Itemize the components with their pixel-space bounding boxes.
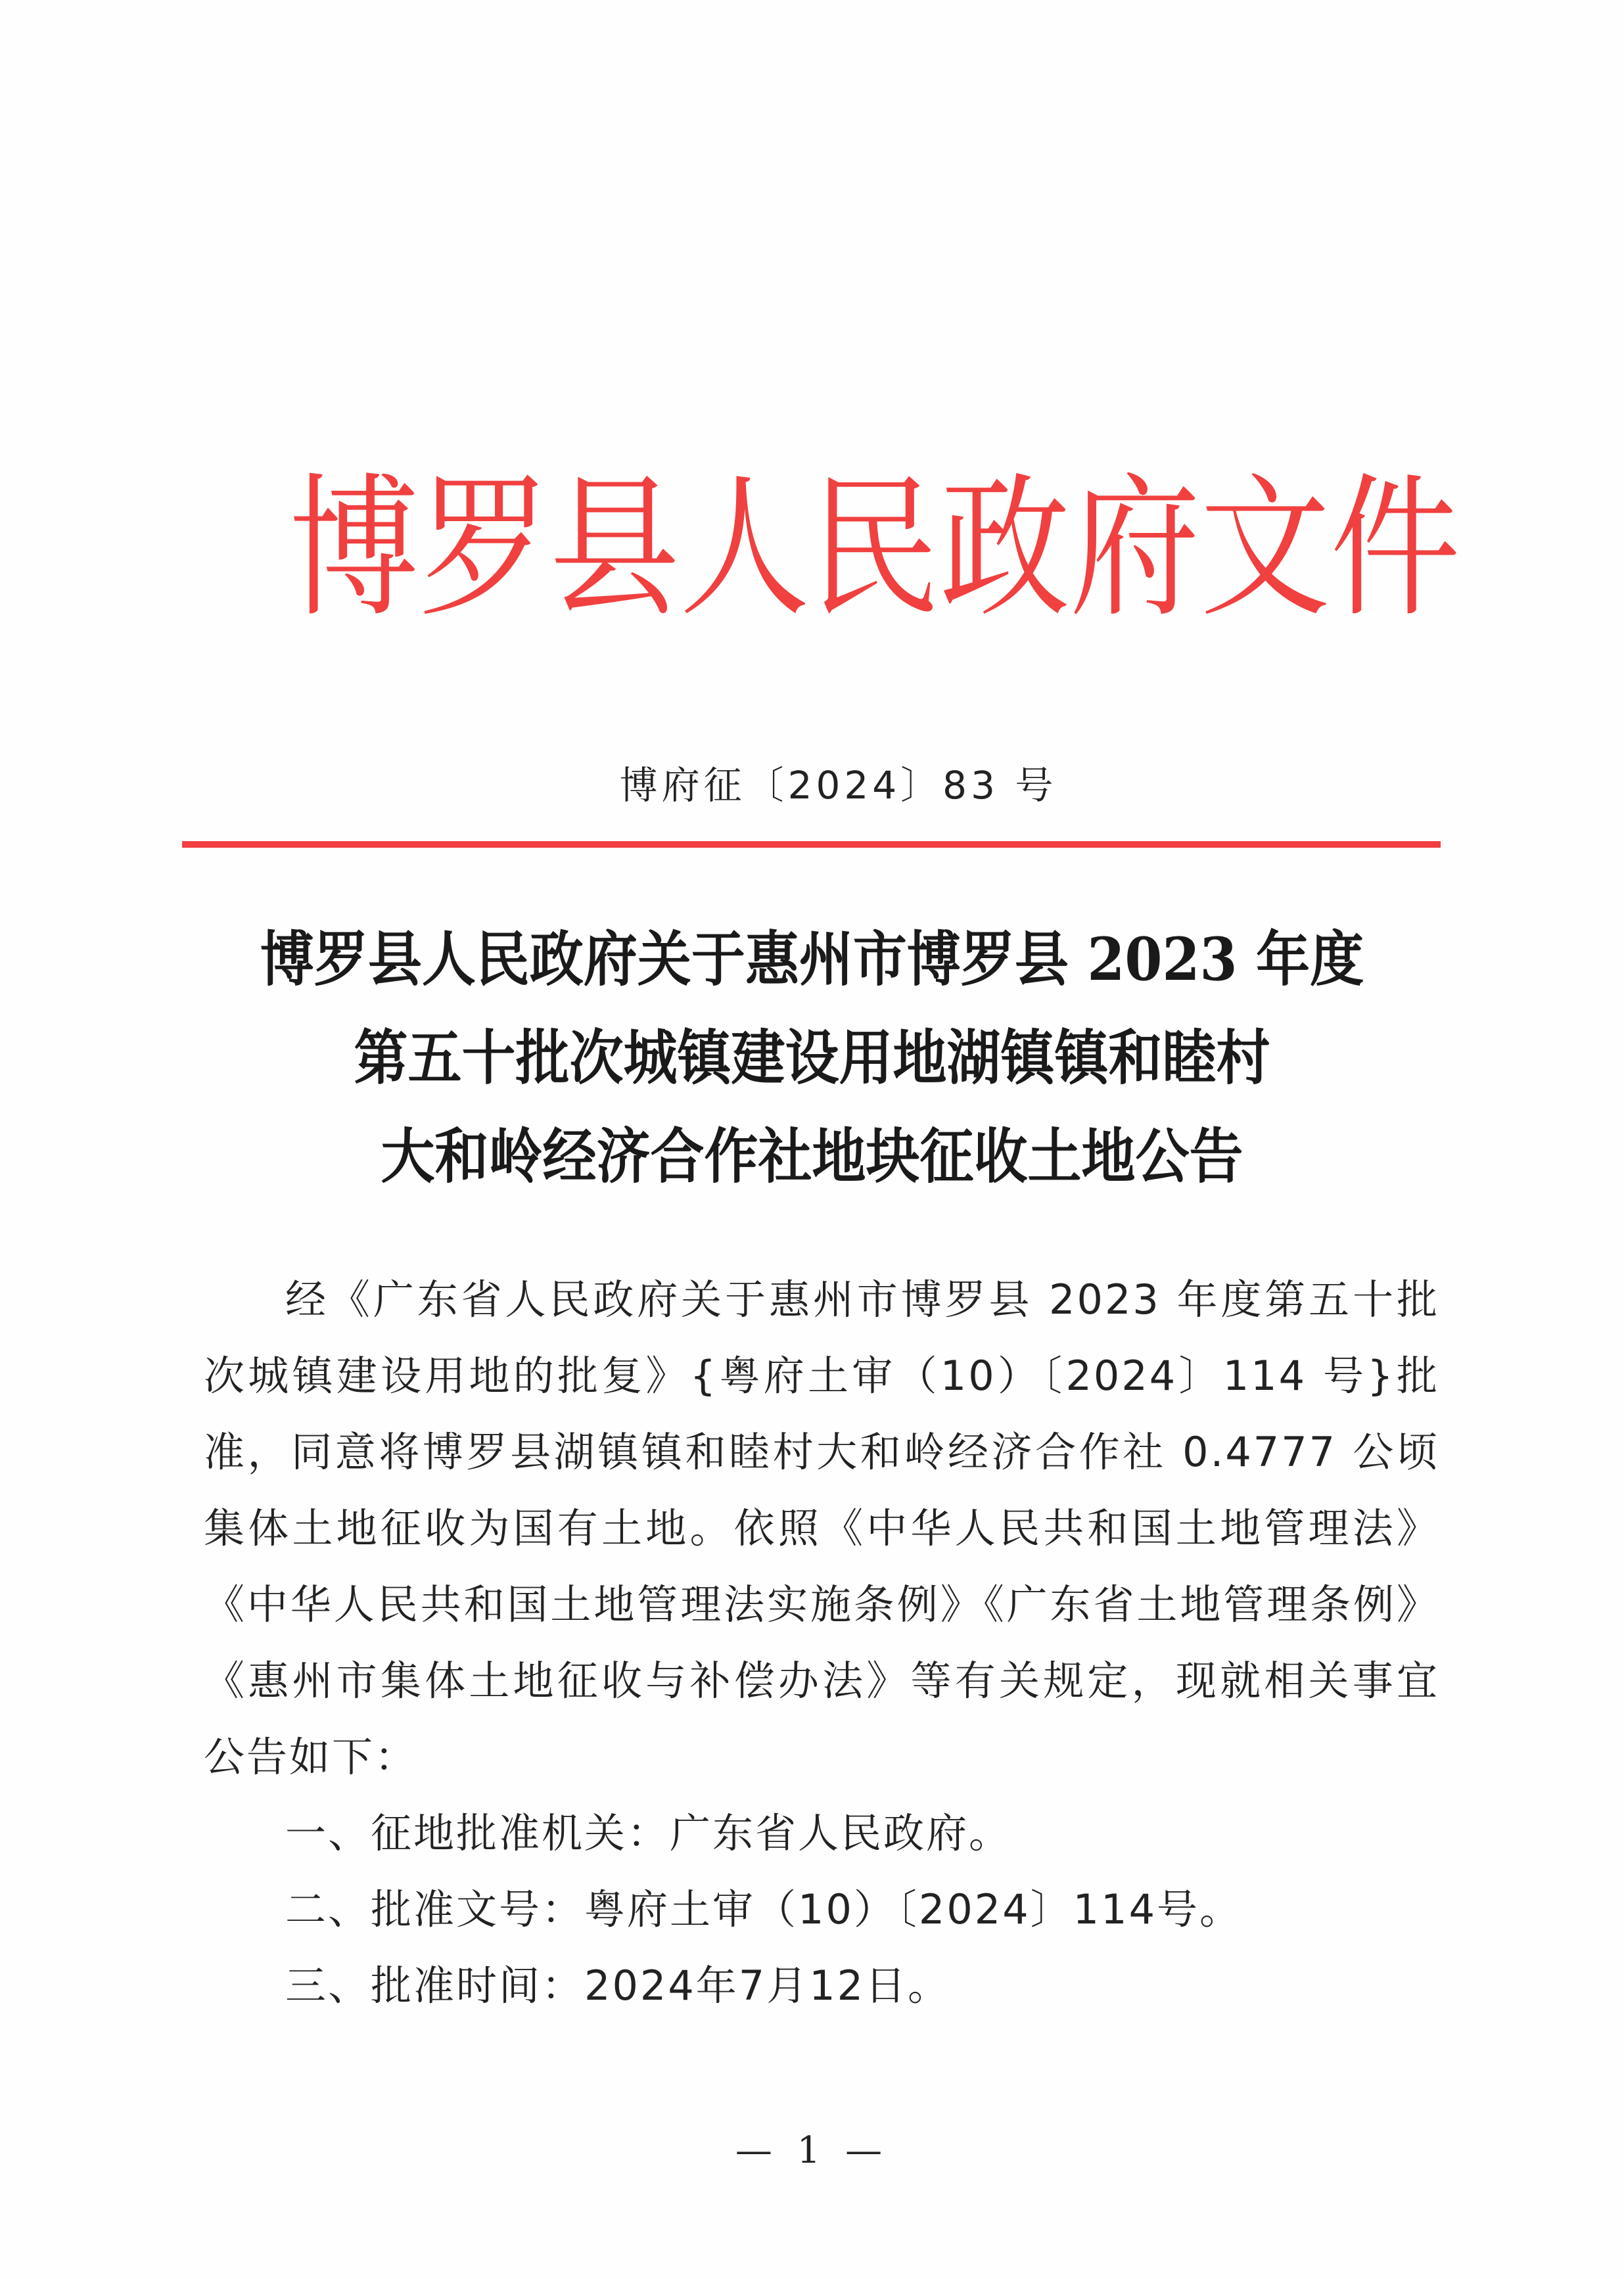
document-title [0,910,1624,1206]
body-text [204,1262,1439,1795]
issuer-header-char: 政 [940,459,1070,638]
title-line: 博罗县人民政府关于惠州市博罗县 2023 年度 [260,925,1364,994]
issuer-header-char: 府 [1070,459,1200,638]
notice-item-approval-authority: 一、征地批准机关：广东省人民政府。 [285,1809,1012,1857]
notice-item-approval-number: 二、批准文号：粤府土审（10）〔2024〕114号。 [285,1885,1243,1933]
issuer-header [289,448,1460,650]
page-number: — 1 — [735,2129,889,2172]
issuer-header-char: 人 [680,459,810,638]
red-divider-rule [182,841,1441,848]
document-number: 博府征〔2024〕83 号 [619,763,1057,808]
issuer-header-char: 民 [810,459,940,638]
title-line: 大和岭经济合作社地块征收土地公告 [381,1122,1243,1191]
issuer-header-char: 罗 [419,459,549,638]
issuer-header-char: 县 [549,459,680,638]
issuer-header-char: 博 [289,459,419,638]
issuer-header-char: 文 [1200,459,1330,638]
body-paragraph: 经《广东省人民政府关于惠州市博罗县 2023 年度第五十批次城镇建设用地的批复》{粤府土审（10）〔2024〕114 号}批准，同意将博罗县湖镇镇和睦村大和岭经济合作社 0.4777 公顷集体土地征收为国有土地。依照《中华人民共和国土地管理法》《中华人民共和国土地管理法实施条例》《广东省土地管理条例》《惠州市集体土地征收与补偿办法》等有关规定，现就相关事宜公告如下： [204,1276,1439,1781]
notice-item-approval-date: 三、批准时间：2024年7月12日。 [285,1962,951,2010]
title-line: 第五十批次城镇建设用地湖镇镇和睦村 [354,1023,1270,1093]
issuer-header-char: 件 [1330,459,1460,638]
notice-items [285,1795,1242,2024]
